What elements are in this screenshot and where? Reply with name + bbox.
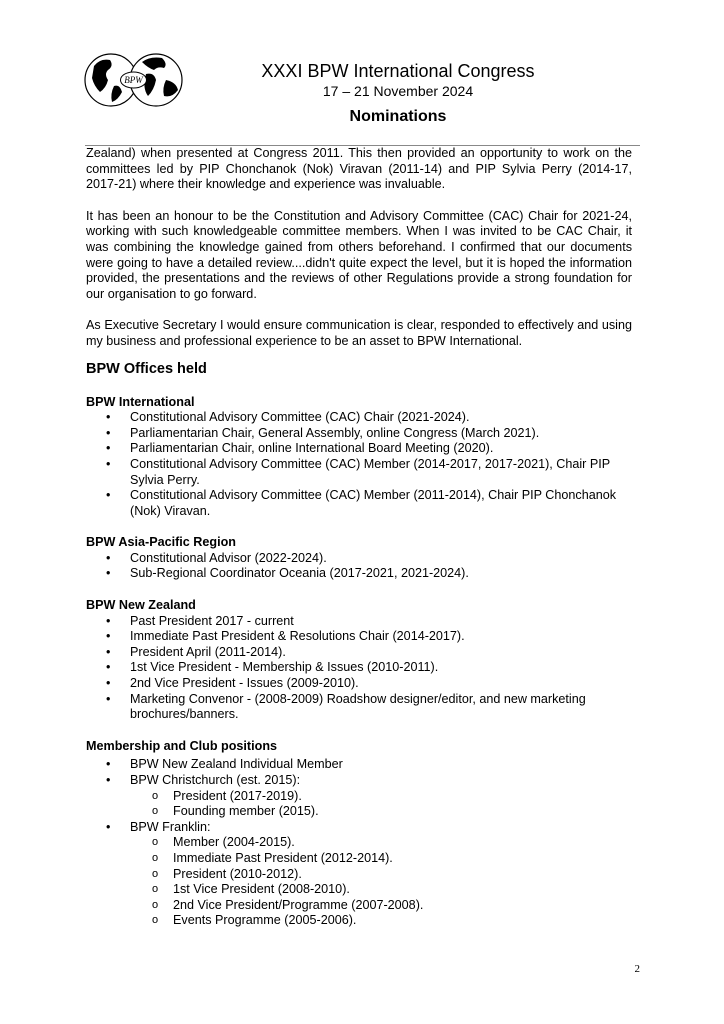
sub-list-item: o Immediate Past President (2012-2014). [86, 851, 632, 867]
section-heading: BPW Asia-Pacific Region [86, 535, 236, 550]
office-list [86, 410, 632, 519]
sub-list-item: o Events Programme (2005-2006). [86, 913, 632, 929]
list-item: • 2nd Vice President - Issues (2009-2010). [86, 676, 632, 692]
office-list [86, 614, 632, 723]
membership-list [86, 757, 632, 929]
list-item: • BPW Christchurch (est. 2015): [86, 773, 632, 789]
list-item: • Sub-Regional Coordinator Oceania (2017-2021, 2021-2024). [86, 566, 632, 582]
sub-list-item: o President (2010-2012). [86, 867, 632, 883]
body-paragraph: As Executive Secretary I would ensure communication is clear, responded to effectively and using my business and professional experience to be an asset to BPW International. [86, 318, 632, 348]
sub-list-item: o 1st Vice President (2008-2010). [86, 882, 632, 898]
list-item: • Marketing Convenor - (2008-2009) Roadshow designer/editor, and new marketing brochures/banners. [86, 692, 632, 723]
congress-dates: 17 – 21 November 2024 [322, 83, 474, 99]
section-heading: Membership and Club positions [86, 738, 278, 753]
list-item: • 1st Vice President - Membership & Issues (2010-2011). [86, 660, 632, 676]
sub-list-item: o 2nd Vice President/Programme (2007-2008). [86, 898, 632, 914]
body-paragraph: It has been an honour to be the Constitution and Advisory Committee (CAC) Chair for 2021-24, working with such knowledgeable committee members. When I was invited to be CAC Chair, it was combining the knowledge gained from others beforehand. I confirmed that our documents were going to have a detailed review....didn't quite expect the level, but it is hoped the information provided, the presentations and the reviews of other Regulations provide a strong foundation for our organisation to go forward. [86, 208, 632, 301]
section-heading: BPW International [86, 394, 195, 409]
sub-list-item: o Founding member (2015). [86, 804, 632, 820]
sub-list-item: o Member (2004-2015). [86, 835, 632, 851]
body-paragraph: Zealand) when presented at Congress 2011. This then provided an opportunity to work on the committees led by PIP Chonchanok (Nok) Viravan (2011-14) and PIP Sylvia Perry (2014-17, 2017-21) where their knowledge and experience was invaluable. [86, 146, 632, 192]
offices-heading: BPW Offices held [86, 360, 207, 377]
congress-title: XXXI BPW International Congress [261, 61, 535, 81]
section-heading: BPW New Zealand [86, 598, 196, 613]
sub-list-item: o President (2017-2019). [86, 789, 632, 805]
list-item: • BPW New Zealand Individual Member [86, 757, 632, 773]
svg-text:BPW: BPW [124, 75, 143, 85]
list-item: • Parliamentarian Chair, online International Board Meeting (2020). [86, 441, 632, 457]
list-item: • Constitutional Advisor (2022-2024). [86, 551, 632, 567]
list-item: • Constitutional Advisory Committee (CAC) Chair (2021-2024). [86, 410, 632, 426]
list-item: • Past President 2017 - current [86, 614, 632, 630]
office-list [86, 551, 632, 582]
list-item: • Parliamentarian Chair, General Assembly, online Congress (March 2021). [86, 426, 632, 442]
list-item: • BPW Franklin: [86, 820, 632, 836]
document-body [86, 146, 632, 929]
bpw-logo [84, 52, 184, 108]
list-item: • Constitutional Advisory Committee (CAC) Member (2014-2017, 2017-2021), Chair PIP Sylvia Perry. [86, 457, 632, 488]
list-item: • President April (2011-2014). [86, 645, 632, 661]
list-item: • Immediate Past President & Resolutions Chair (2014-2017). [86, 629, 632, 645]
page-number: 2 [634, 963, 640, 975]
section-title: Nominations [349, 108, 447, 125]
list-item: • Constitutional Advisory Committee (CAC) Member (2011-2014), Chair PIP Chonchanok (Nok) Viravan. [86, 488, 632, 519]
